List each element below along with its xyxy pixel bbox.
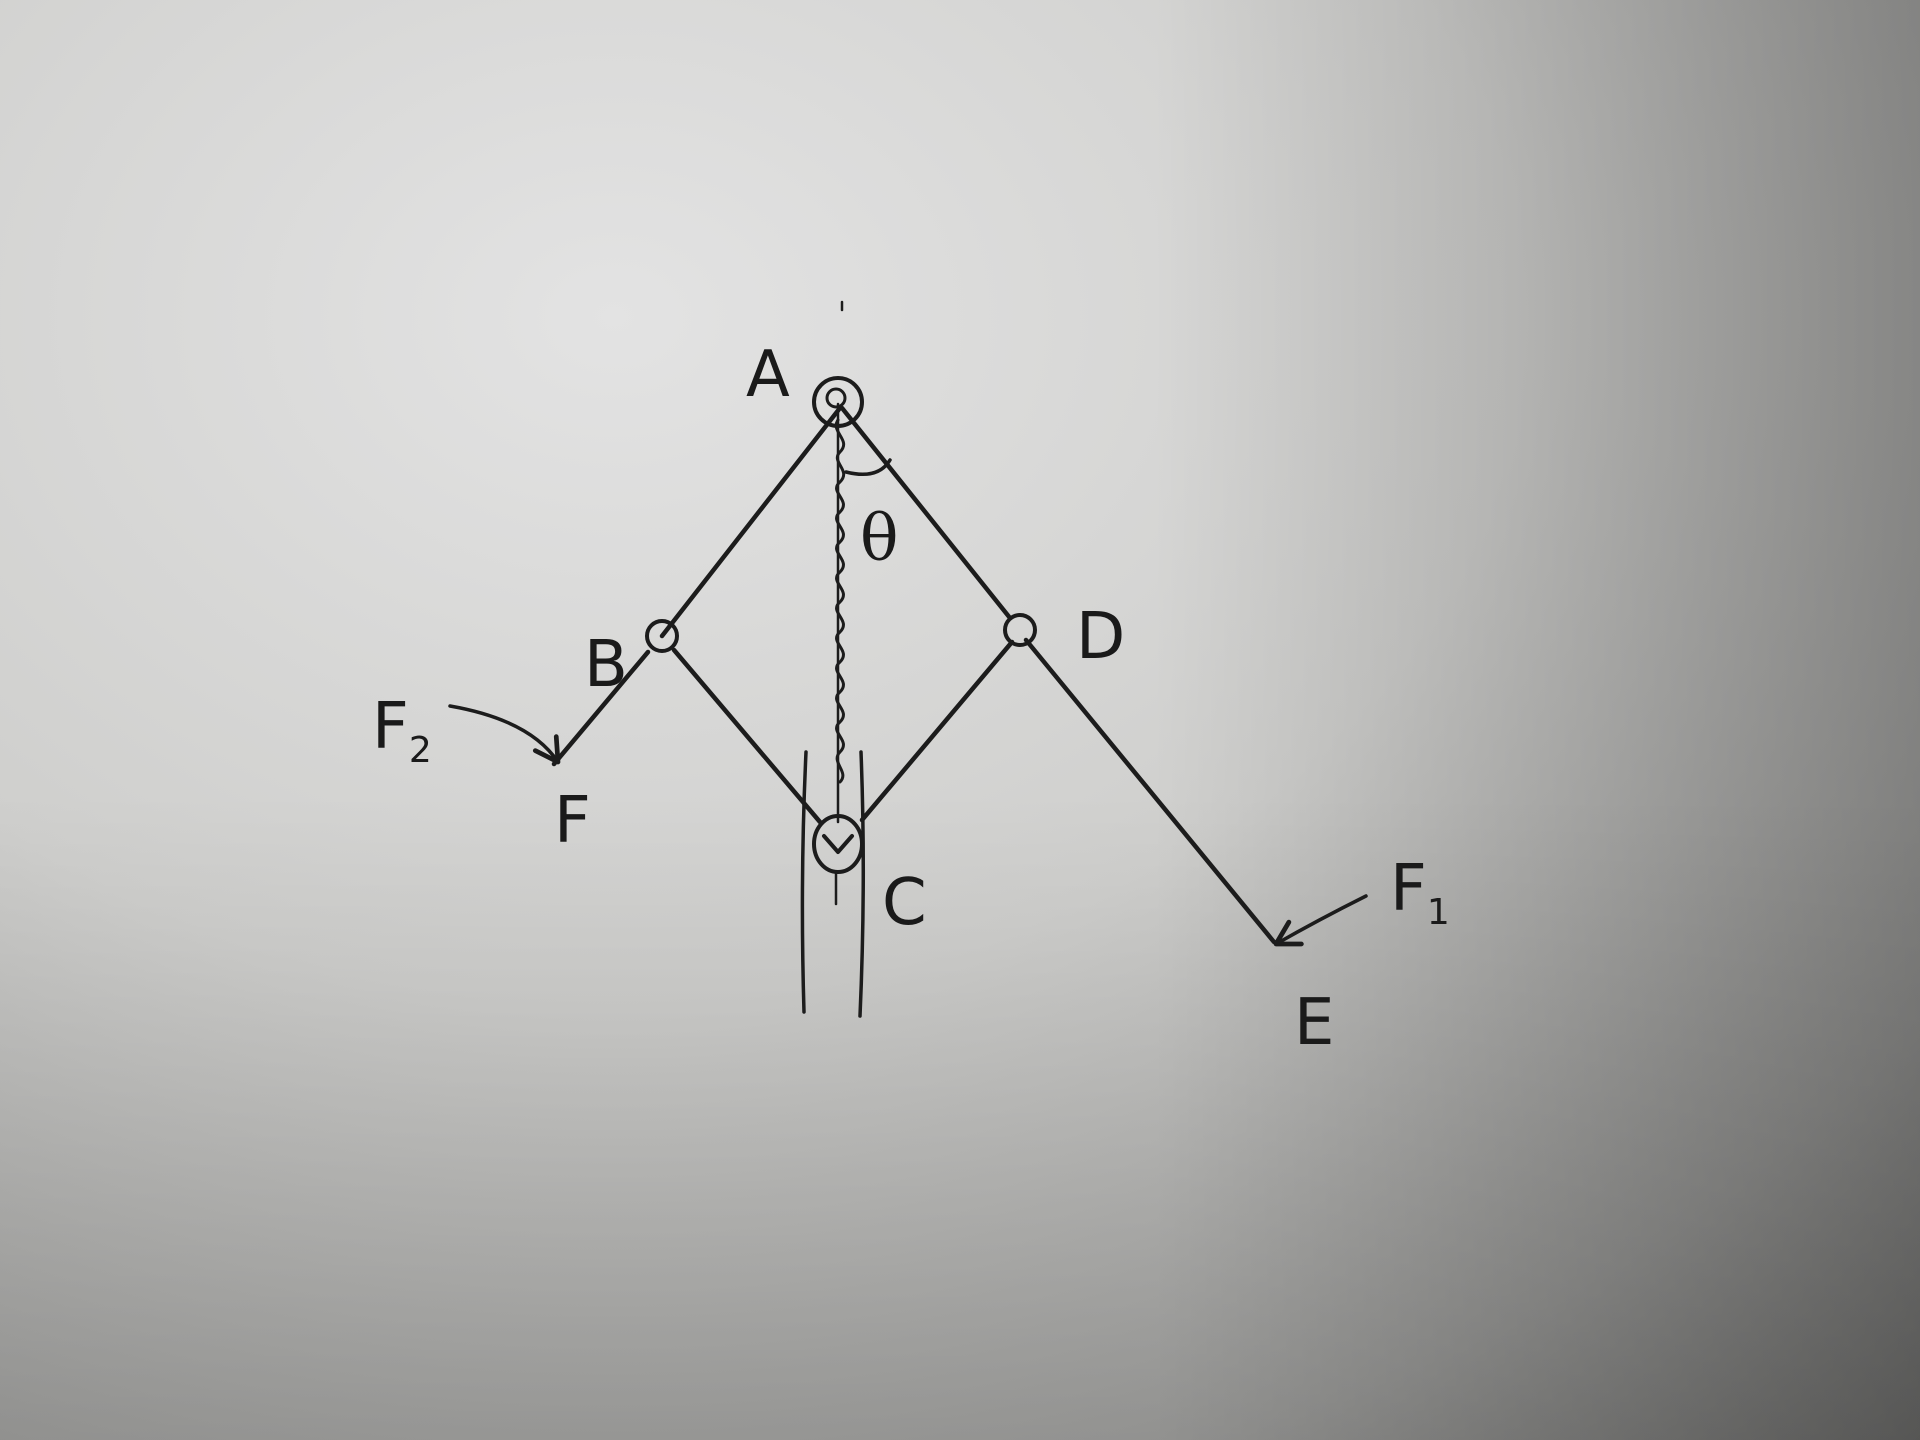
label-C: C <box>882 866 927 940</box>
label-E: E <box>1294 986 1335 1060</box>
label-F2-subscript: 2 <box>408 730 432 771</box>
label-D: D <box>1076 600 1126 674</box>
label-F: F <box>554 784 591 858</box>
label-A: A <box>746 338 790 412</box>
label-B: B <box>584 628 628 702</box>
label-F2-letter: F <box>372 690 409 764</box>
label-F1-subscript: 1 <box>1426 892 1450 933</box>
label-theta: θ <box>860 502 899 576</box>
label-F1-letter: F <box>1390 852 1427 926</box>
